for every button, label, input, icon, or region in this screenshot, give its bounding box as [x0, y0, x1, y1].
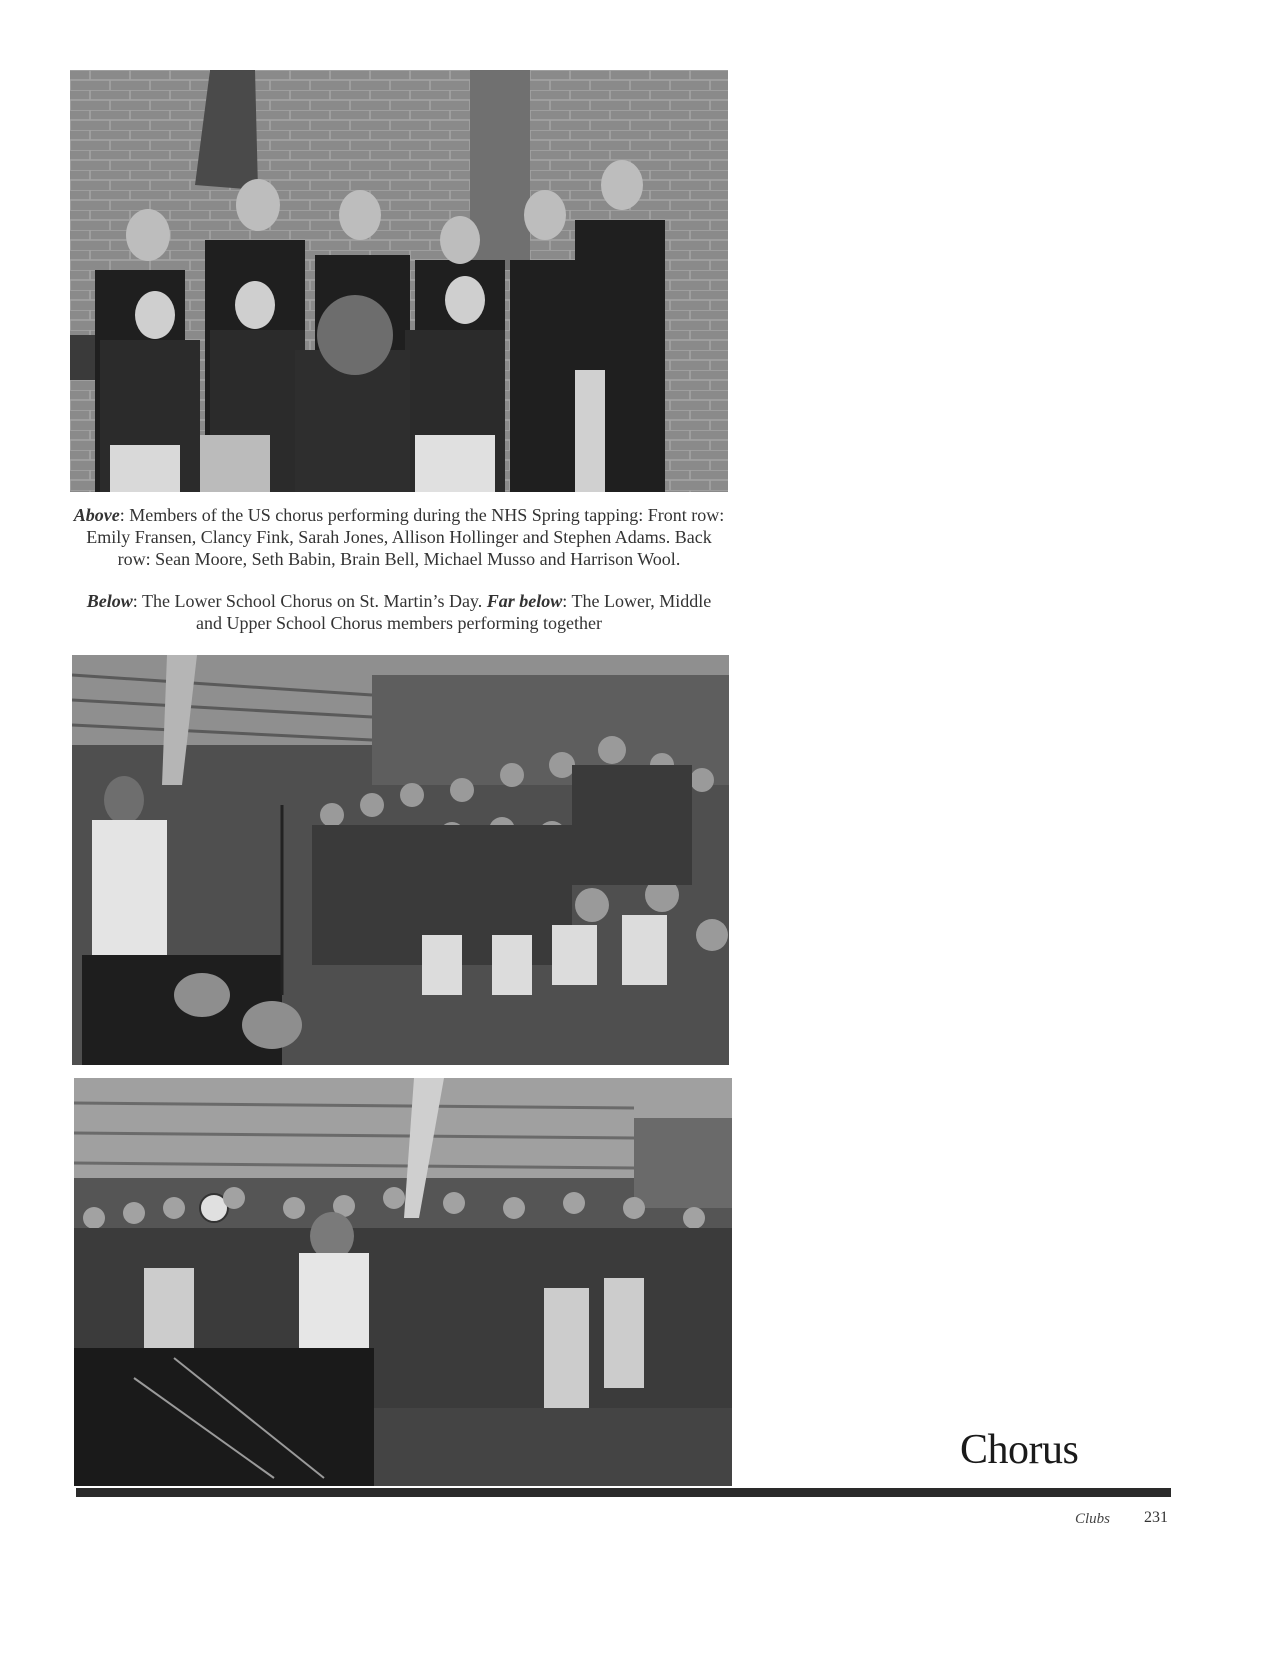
footer-section-name: Clubs	[1075, 1511, 1111, 1527]
caption-below-label: Below	[86, 591, 133, 611]
page-number: 231	[1144, 1509, 1168, 1526]
combined-chorus-photo	[74, 1078, 732, 1486]
caption-below-text: : The Lower School Chorus on St. Martin’s Day.	[132, 591, 487, 611]
caption-far-below-label: Far below	[486, 591, 563, 611]
section-title: Chorus	[960, 1427, 1079, 1473]
caption-above	[72, 504, 726, 570]
caption-above-text: : Members of the US chorus performing during the NHS Spring tapping: Front row: Emily Fransen, Clancy Fink, Sarah Jones, Allison Hollinger and Stephen Adams. Back row: Sean Moore, Seth Babin, Brain Bell, Michael Musso and Harrison Wool.	[86, 505, 725, 569]
us-chorus-photo-image	[70, 70, 728, 492]
caption-far-below-text: : The Lower, Middle and Upper School Chorus members performing together	[196, 591, 712, 633]
caption-below	[72, 590, 726, 634]
caption-above-label: Above	[73, 505, 120, 525]
lower-school-chorus-photo-image	[72, 655, 729, 1065]
footer-rule	[76, 1488, 1171, 1497]
us-chorus-photo	[70, 70, 728, 492]
combined-chorus-photo-image	[74, 1078, 732, 1486]
lower-school-chorus-photo	[72, 655, 729, 1065]
